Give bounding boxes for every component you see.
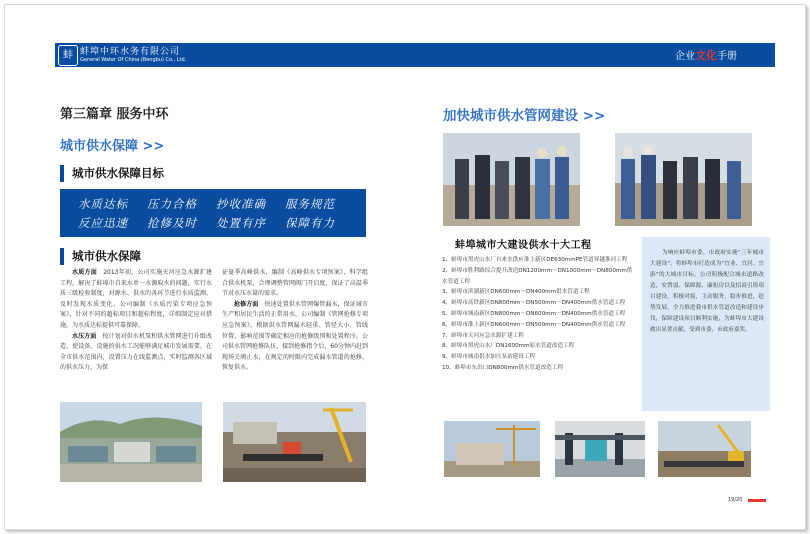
manual-title [675, 47, 737, 63]
slogan-item: 处置有序 [216, 216, 266, 230]
list-item: 3、蚌埠市滨湖新区DN600mm～DN400mm供水管道工程 [442, 289, 590, 296]
list-item: 5、蚌埠市城南新区DN800mm～DN600mm～DN400mm供水管道工程 [442, 310, 626, 317]
list-item: 6、蚌埠市淮上新区DN600mm～DN500mm～DN400mm供水管道工程 [442, 321, 626, 328]
slogan-item: 保障有力 [285, 216, 335, 230]
slogan-item: 压力合格 [147, 197, 197, 211]
page-accent-bar [748, 499, 766, 502]
slogan-item: 水质达标 [78, 197, 128, 211]
paragraph-repair [222, 300, 368, 374]
photo-building-crane [444, 421, 540, 477]
projects-title: 蚌埠城市大建设供水十大工程 [455, 240, 592, 251]
slogan-item: 反应迅速 [78, 216, 128, 230]
page-number: 19/20 [728, 497, 743, 503]
photo-pipe-laying [658, 421, 751, 477]
text-repair: 快速处置供水管网爆管漏水，保证城市生产和居民生活的正常用水，公司编制《管网抢修专项应急预案》，根据供水管网漏水轻重、管径大小、管线位置、影响范围等确定相应的抢修级别和处置程序。公司供水管网抢修队伍，接到抢修指令后，60分钟内赶到现场关阀止水，在规定的时限内完成漏水管道的抢修，恢复供水。 [222, 300, 368, 372]
company-name-cn: 蚌埠中环水务有限公司 [80, 47, 181, 57]
chapter-title: 第三篇章 服务中环 [60, 107, 169, 122]
sidebar-text: 为响应蚌埠市委、市政府实施“三年城市大建设”，将蚌埠市打造成为“宜业、宜居、宜游”的大城市目标，公司积极配合城市道路改造，安置弱、保障源、廉租房以及招商引资项目建设，积极对接，主动服务，稳步推进，趁势发展，全力推进我市供水管道改造和建设步伐，保障建设项目顺利实施，为蚌埠市大建设做出显著贡献，受到市委、市政府嘉奖。 [650, 250, 764, 333]
lead-water-pressure: 水压方面 [72, 332, 97, 340]
list-item: 10、蚌埠市东出口DN800mm供水管道改造工程 [442, 364, 564, 371]
paragraph-water-quality [60, 268, 212, 332]
text-column-2 [222, 268, 368, 374]
slogan-box [60, 189, 366, 237]
text-water-pressure: 按计划对供水机泵和供水管网进行升级改造，使设备、设施的供水工况能够满足城市发展需要。在全市供水范围内，设置压力在线监测点，实时监测各区域的供水压力，为保 [60, 332, 212, 372]
paragraph-pressure-continued [222, 268, 368, 300]
section-title-supply: 城市供水保障 >> [60, 139, 165, 154]
list-item: 9、蚌埠市城南供水加压泵站建设工程 [442, 354, 536, 361]
list-item: 7、蚌埠市天河应急水源扩建工程 [442, 332, 524, 339]
photo-pipeline-construction [223, 402, 366, 482]
projects-list [442, 255, 634, 374]
photo-site-inspection [443, 133, 580, 226]
list-item: 4、蚌埠市高铁新区DN800mm～DN500mm～DN400mm供水管道工程 [442, 300, 626, 307]
list-item: 2、蚌埠市胜利路综合提升改造DN1200mm～DN1000mm～DN800mm供水管道工程 [442, 267, 633, 285]
text-water-quality: 2013年初，公司实施天河应急水源扩建工程，解决了蚌埠市自来水单一水源取水的问题，实行水质三级检验制度，对源水、供水的各环节进行水质监测，及时发现水质变化。公司编制《水质污染专项应急预案》，针对不同的超标项目和超标程度，详细制定应对措施，为水质达标提供可靠保障。 [60, 269, 212, 329]
manual-prefix: 企业 [675, 51, 695, 62]
manual-suffix: 手册 [717, 51, 737, 62]
photo-pump-station [555, 421, 645, 477]
text-pressure-continued: 证夏季高峰供水，编制《高峰供水专项预案》，科学组合供水机泵，合理调整管网阀门开启度，保证了高温季节对水压水量的需求。 [222, 269, 368, 298]
slogan-row-1 [78, 196, 335, 212]
list-item: 1、蚌埠市黑虎山水厂自来水供应淮上新区DE630mmPE管道穿越淮河工程 [442, 257, 628, 263]
lead-water-quality: 水质方面 [72, 269, 97, 276]
slogan-row-2 [78, 215, 335, 231]
paragraph-water-pressure [60, 332, 212, 374]
slogan-item: 抄收准确 [216, 197, 266, 211]
slogan-item: 服务规范 [285, 197, 335, 211]
company-name-en: General Water Of China (Bengbu) Co., Ltd. [80, 57, 187, 63]
lead-repair: 抢修方面 [234, 300, 259, 308]
photo-construction-visit [615, 133, 752, 226]
company-logo-icon: 蚌 [58, 45, 78, 66]
goal-heading: 城市供水保障目标 [60, 165, 164, 182]
list-item: 8、蚌埠市黑虎山水厂DN1600mm原水管道改造工程 [442, 343, 575, 350]
manual-highlight: 文化 [695, 49, 717, 62]
text-column-1 [60, 268, 212, 374]
guarantee-heading: 城市供水保障 [60, 248, 141, 265]
slogan-item: 抢修及时 [147, 216, 197, 230]
photo-water-plant [60, 402, 202, 482]
section-title-pipe-network: 加快城市供水管网建设 >> [443, 108, 606, 124]
